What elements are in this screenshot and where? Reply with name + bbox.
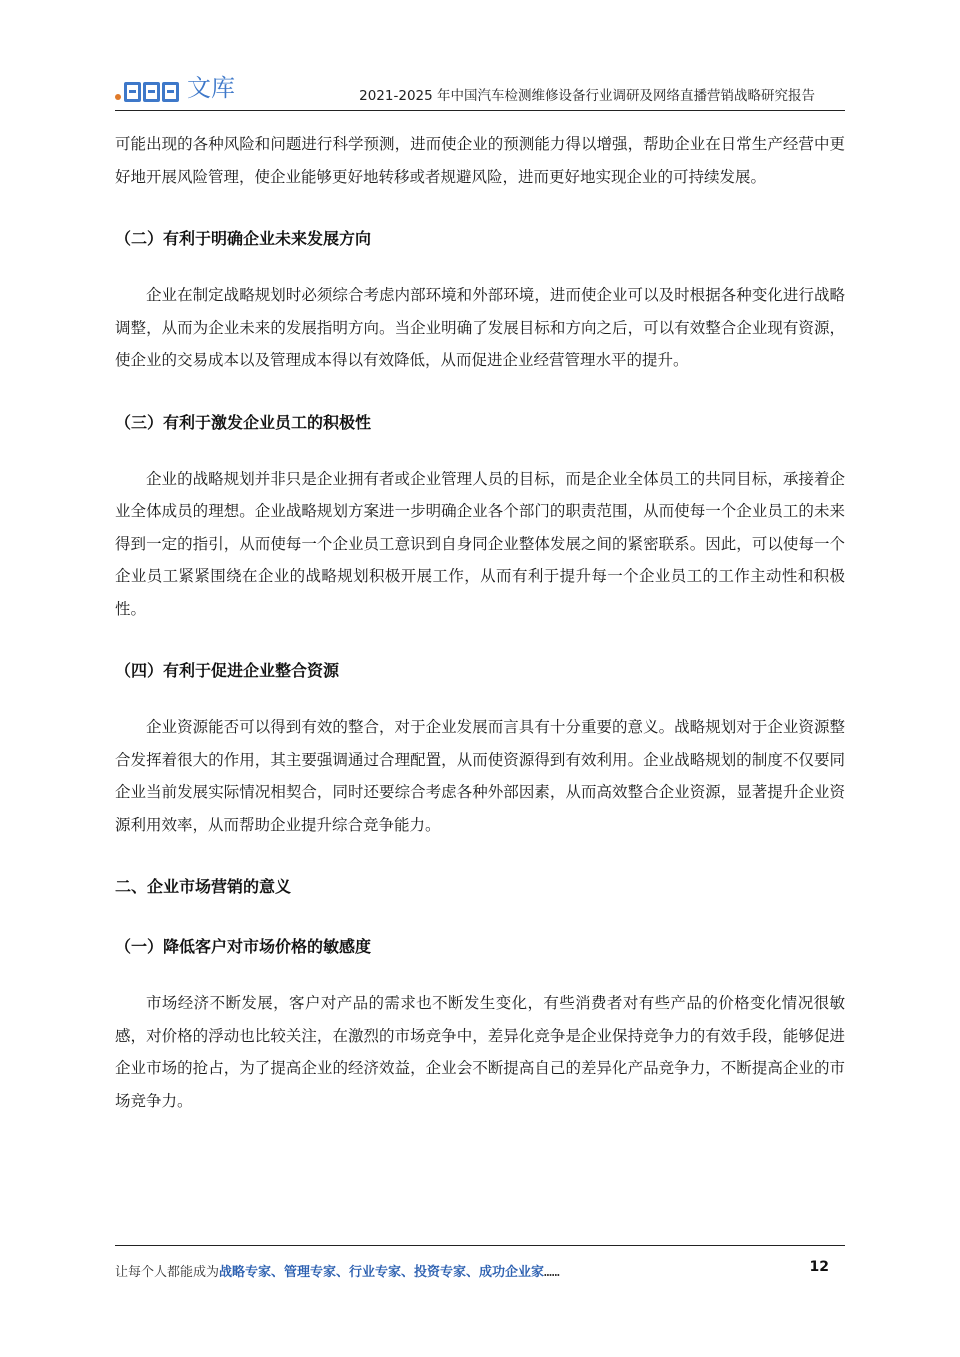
paragraph-clarify-direction: 企业在制定战略规划时必须综合考虑内部环境和外部环境，进而使企业可以及时根据各种变化进行战略调整，从而为企业未来的发展指明方向。当企业明确了发展目标和方向之后，可以有效整合企业现有资源，使企业的交易成本以及管理成本得以有效降低，从而促进企业经营管理水平的提升。 [115, 286, 845, 369]
page-number: 12 [809, 1259, 829, 1275]
logo-text: 文库 [187, 74, 235, 102]
slogan-accent: 战略专家、管理专家、行业专家、投资专家、成功企业家 [219, 1265, 545, 1280]
paragraph-continued: 可能出现的各种风险和问题进行科学预测，进而使企业的预测能力得以增强，帮助企业在日常生产经营中更好地开展风险管理，使企业能够更好地转移或者规避风险，进而更好地实现企业的可持续发展。 [115, 135, 845, 186]
slogan-suffix: …… [544, 1265, 560, 1280]
page-header [115, 66, 845, 111]
heading-integrate-resources: （四）有利于促进企业整合资源 [115, 661, 340, 680]
paragraph-price-sensitivity: 市场经济不断发展，客户对产品的需求也不断发生变化，有些消费者对有些产品的价格变化情况很敏感，对价格的浮动也比较关注，在激烈的市场竞争中，差异化竞争是企业保持竞争力的有效手段，能够促进企业市场的抢占，为了提高企业的经济效益，企业会不断提高自己的差异化产品竞争力，不断提高企业的市场竞争力。 [115, 994, 845, 1110]
footer-slogan [115, 1261, 560, 1280]
logo-dot-icon [115, 94, 121, 100]
heading-employee-motivation: （三）有利于激发企业员工的积极性 [115, 412, 372, 432]
heading-clarify-direction: （二）有利于明确企业未来发展方向 [115, 229, 372, 248]
page-footer [115, 1259, 845, 1281]
paragraph-employee-motivation: 企业的战略规划并非只是企业拥有者或企业管理人员的目标，而是企业全体员工的共同目标，承接着企业全体成员的理想。企业战略规划方案进一步明确企业各个部门的职责范围，从而使每一个企业员工的未来得到一定的指引，从而使每一个企业员工意识到自身同企业整体发展之间的紧密联系。因此，可以使每一个企业员工紧紧围绕在企业的战略规划积极开展工作，从而有利于提升每一个企业员工的工作主动性和积极性。 [115, 469, 845, 618]
paragraph-integrate-resources: 企业资源能否可以得到有效的整合，对于企业发展而言具有十分重要的意义。战略规划对于企业资源整合发挥着很大的作用，其主要强调通过合理配置，从而使资源得到有效利用。企业战略规划的制度不仅要同企业当前发展实际情况相契合，同时还要综合考虑各种外部因素，从而高效整合企业资源，显著提升企业资源利用效率，从而帮助企业提升综合竞争能力。 [115, 718, 845, 834]
footer-divider [115, 1245, 845, 1246]
heading-price-sensitivity: （一）降低客户对市场价格的敏感度 [115, 937, 372, 956]
document-title: 2021-2025 年中国汽车检测维修设备行业调研及网络直播营销战略研究报告 [359, 88, 815, 104]
logo [115, 72, 235, 102]
slogan-prefix: 让每个人都能成为 [115, 1265, 220, 1280]
heading-marketing-significance: 二、企业市场营销的意义 [115, 877, 292, 896]
logo-mark-icon [124, 82, 179, 102]
page-content [115, 128, 845, 1117]
